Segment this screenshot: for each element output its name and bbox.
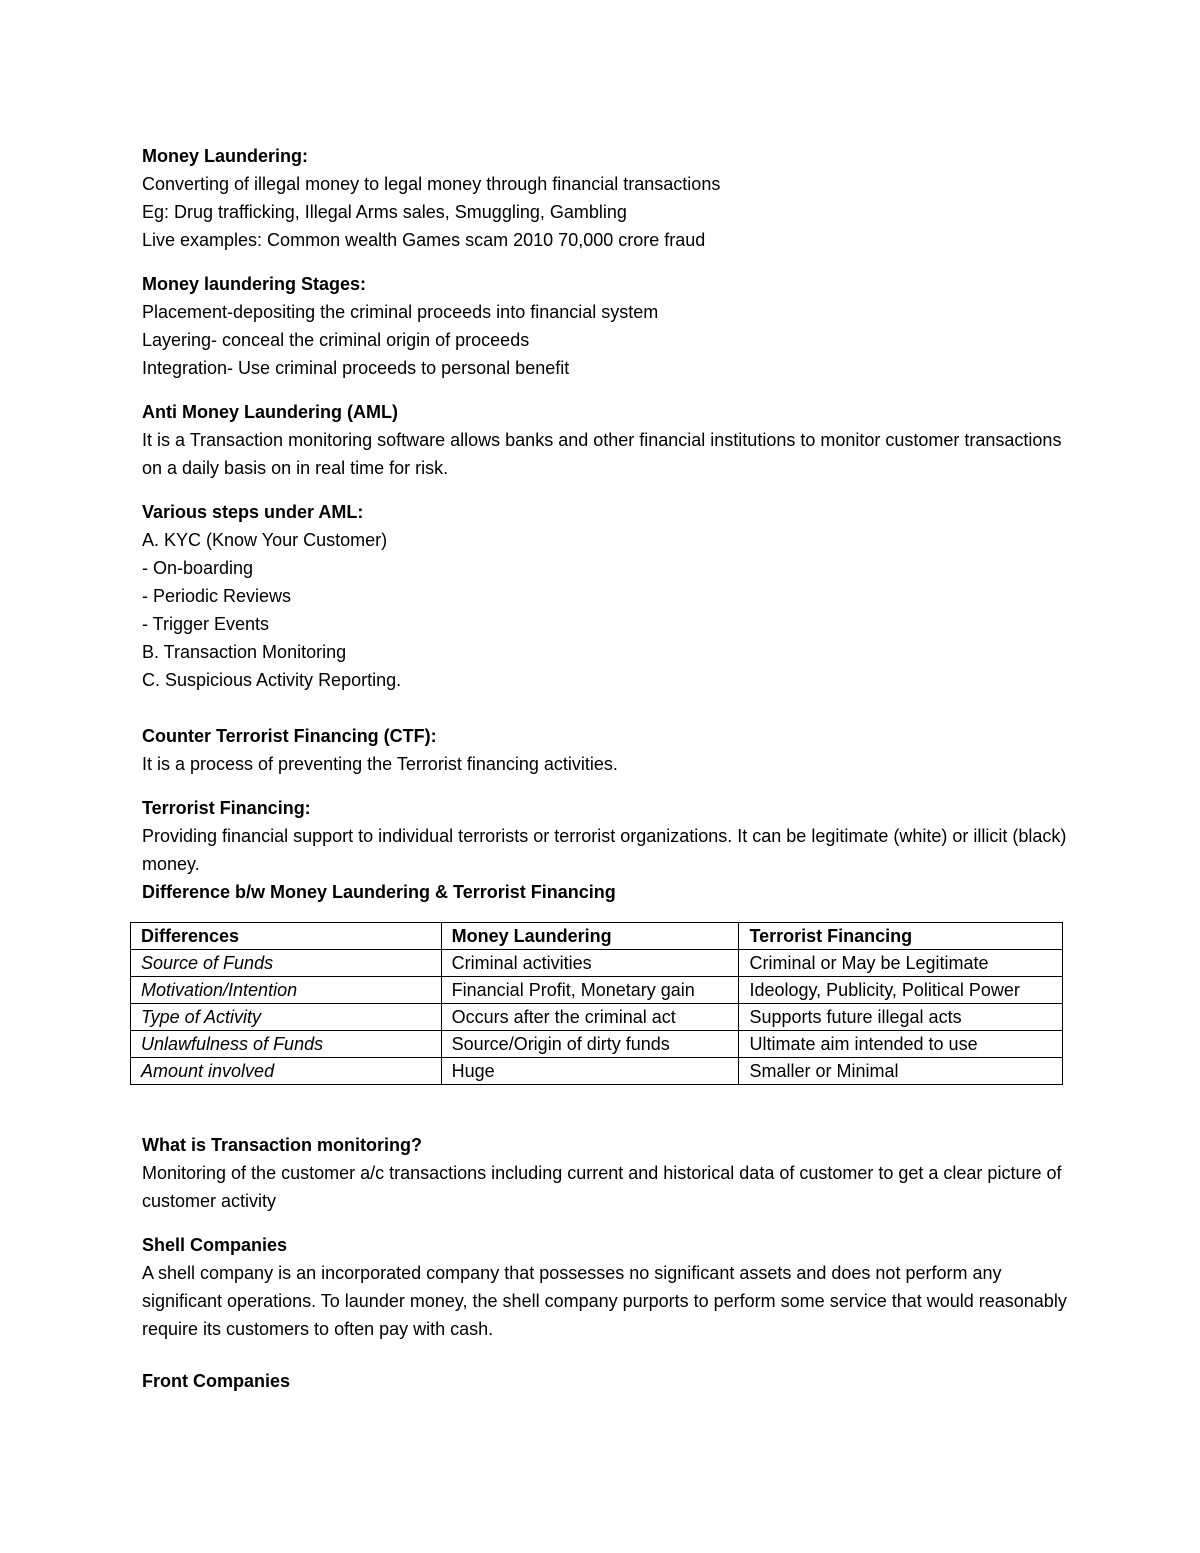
table-row xyxy=(131,1058,1063,1085)
section-aml-steps xyxy=(142,498,1072,694)
table-cell: Occurs after the criminal act xyxy=(441,1004,739,1031)
step-periodic-reviews: - Periodic Reviews xyxy=(142,586,292,606)
heading-front-companies: Front Companies xyxy=(142,1371,291,1391)
table-header-row xyxy=(131,923,1063,950)
step-sar: C. Suspicious Activity Reporting. xyxy=(142,670,402,690)
table-row xyxy=(131,950,1063,977)
table-header-cell: Money Laundering xyxy=(441,923,739,950)
step-transaction-monitoring: B. Transaction Monitoring xyxy=(142,642,347,662)
step-trigger-events: - Trigger Events xyxy=(142,614,270,634)
ml-live-examples: Live examples: Common wealth Games scam 2010 70,000 crore fraud xyxy=(142,230,706,250)
table-row xyxy=(131,1004,1063,1031)
heading-shell-companies: Shell Companies xyxy=(142,1235,288,1255)
table-cell: Ideology, Publicity, Political Power xyxy=(739,977,1063,1004)
heading-ctf: Counter Terrorist Financing (CTF): xyxy=(142,726,437,746)
ml-definition: Converting of illegal money to legal money through financial transactions xyxy=(142,174,721,194)
table-cell: Huge xyxy=(441,1058,739,1085)
table-header-cell: Differences xyxy=(131,923,442,950)
table-cell: Source of Funds xyxy=(131,950,442,977)
section-money-laundering xyxy=(142,142,1072,254)
stage-placement: Placement-depositing the criminal proceeds into financial system xyxy=(142,302,659,322)
table-cell: Unlawfulness of Funds xyxy=(131,1031,442,1058)
table-header-cell: Terrorist Financing xyxy=(739,923,1063,950)
heading-transaction-monitoring: What is Transaction monitoring? xyxy=(142,1135,423,1155)
table-cell: Criminal activities xyxy=(441,950,739,977)
table-cell: Source/Origin of dirty funds xyxy=(441,1031,739,1058)
difference-table xyxy=(130,922,1063,1085)
section-ml-stages xyxy=(142,270,1072,382)
section-terrorist-financing xyxy=(142,794,1072,906)
table-cell: Ultimate aim intended to use xyxy=(739,1031,1063,1058)
heading-aml-steps: Various steps under AML: xyxy=(142,502,364,522)
shell-description: A shell company is an incorporated company that possesses no significant assets and does not perform any significant operations. To launder money, the shell company purports to perform some service that would reasonably require its customers to often pay with cash. xyxy=(142,1263,1067,1339)
step-kyc: A. KYC (Know Your Customer) xyxy=(142,530,388,550)
table-row xyxy=(131,1031,1063,1058)
ml-examples: Eg: Drug trafficking, Illegal Arms sales, Smuggling, Gambling xyxy=(142,202,627,222)
heading-terrorist-financing: Terrorist Financing: xyxy=(142,798,311,818)
section-transaction-monitoring xyxy=(142,1131,1072,1215)
stage-layering: Layering- conceal the criminal origin of proceeds xyxy=(142,330,530,350)
section-ctf xyxy=(142,722,1072,778)
section-aml xyxy=(142,398,1072,482)
heading-ml-stages: Money laundering Stages: xyxy=(142,274,367,294)
heading-aml: Anti Money Laundering (AML) xyxy=(142,402,398,422)
table-cell: Motivation/Intention xyxy=(131,977,442,1004)
section-front-companies xyxy=(142,1367,1072,1395)
table-cell: Financial Profit, Monetary gain xyxy=(441,977,739,1004)
table-cell: Criminal or May be Legitimate xyxy=(739,950,1063,977)
section-shell-companies xyxy=(142,1231,1072,1343)
aml-description: It is a Transaction monitoring software allows banks and other financial institutions to monitor customer transactions on a daily basis on in real time for risk. xyxy=(142,430,1062,478)
heading-money-laundering: Money Laundering: xyxy=(142,146,308,166)
tf-description: Providing financial support to individual terrorists or terrorist organizations. It can be legitimate (white) or illicit (black) money. xyxy=(142,826,1067,874)
ctf-description: It is a process of preventing the Terrorist financing activities. xyxy=(142,754,618,774)
table-cell: Smaller or Minimal xyxy=(739,1058,1063,1085)
table-cell: Type of Activity xyxy=(131,1004,442,1031)
heading-difference: Difference b/w Money Laundering & Terrorist Financing xyxy=(142,882,616,902)
table-cell: Supports future illegal acts xyxy=(739,1004,1063,1031)
tm-description: Monitoring of the customer a/c transactions including current and historical data of customer to get a clear picture of customer activity xyxy=(142,1163,1062,1211)
table-cell: Amount involved xyxy=(131,1058,442,1085)
table-row xyxy=(131,977,1063,1004)
stage-integration: Integration- Use criminal proceeds to personal benefit xyxy=(142,358,570,378)
step-onboarding: - On-boarding xyxy=(142,558,254,578)
document-page xyxy=(142,142,1072,1411)
